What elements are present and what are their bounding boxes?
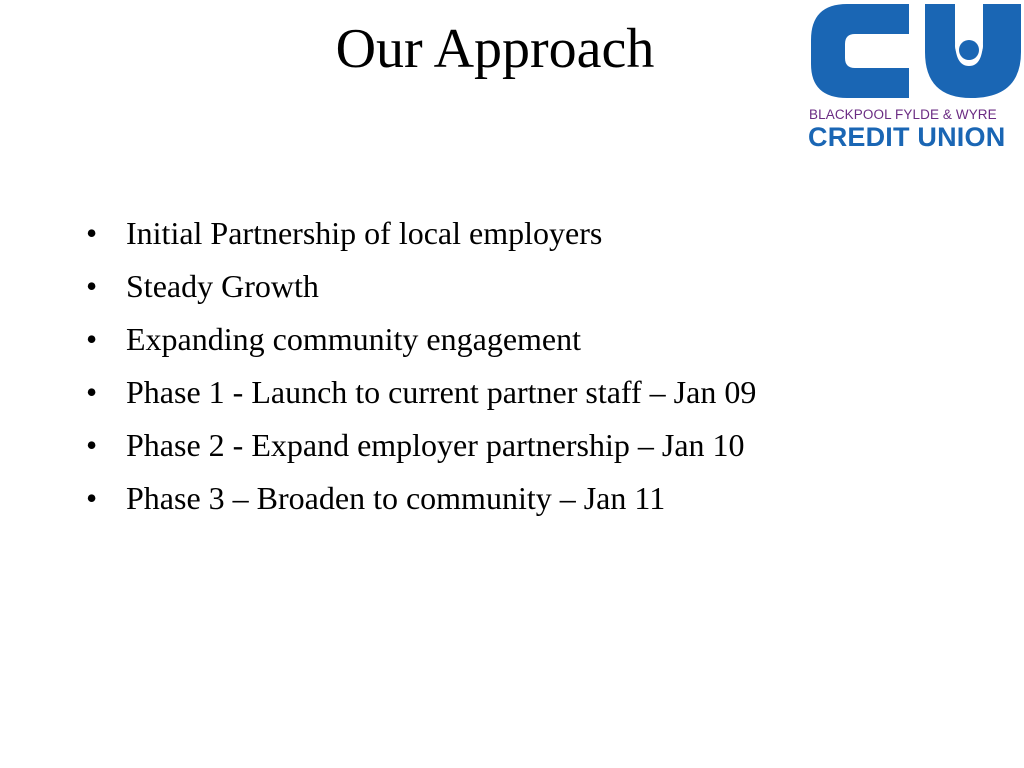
bullet-text: Phase 3 – Broaden to community – Jan 11 [126,480,666,516]
bullet-item [86,419,986,472]
bullet-point: • [86,480,98,516]
slide-title: Our Approach [335,18,655,80]
bullet-point: • [86,374,98,410]
bullet-point: • [86,427,98,463]
bullet-item [86,313,986,366]
bullet-point: • [86,321,98,357]
bullet-text: Expanding community engagement [126,321,581,357]
bullet-item [86,472,986,525]
bullet-text: Initial Partnership of local employers [126,215,603,251]
bullet-item [86,207,986,260]
bullet-point: • [86,215,98,251]
bullet-text: Phase 2 - Expand employer partnership – Jan 10 [126,427,745,463]
bullet-point: • [86,268,98,304]
logo-tagline: BLACKPOOL FYLDE & WYRE [809,107,997,122]
bullet-text: Phase 1 - Launch to current partner staff – Jan 09 [126,374,757,410]
credit-union-logo [807,0,1024,160]
cu-logo-mark-icon [809,0,1024,102]
bullet-item [86,366,986,419]
logo-org-name: CREDIT UNION [808,122,1006,152]
bullet-list [86,207,986,525]
bullet-item [86,260,986,313]
bullet-text: Steady Growth [126,268,319,304]
